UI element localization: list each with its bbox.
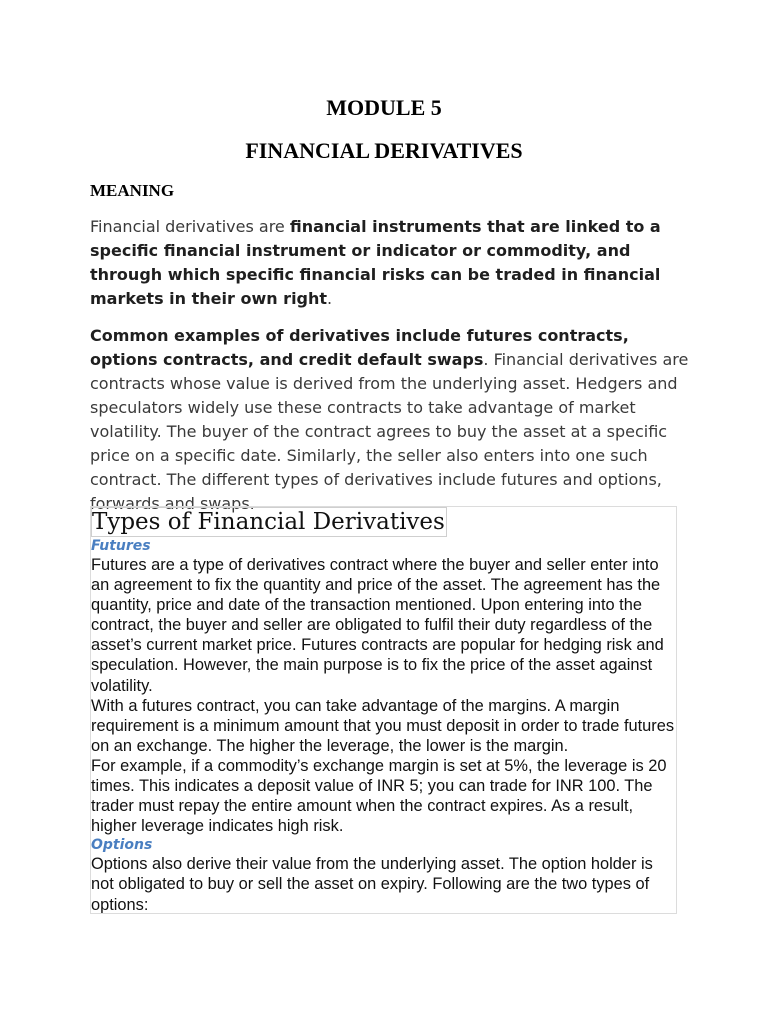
module-heading: MODULE 5: [326, 95, 442, 120]
options-heading: Options: [91, 837, 153, 854]
types-section: [90, 506, 677, 914]
document-title: FINANCIAL DERIVATIVES: [245, 138, 523, 163]
definition-tail: .: [327, 289, 333, 308]
definition-paragraph: [90, 215, 690, 311]
meaning-heading: MEANING: [90, 181, 175, 200]
examples-tail: . Financial derivatives are contracts whose value is derived from the underlying asset. Hedgers and speculators widely use these contracts to take advantage of market volatility. The buyer of the contract agrees to buy the asset at a specific price on a specific date. Similarly, the seller also enters into one such contract. The different types of derivatives include futures and options, forwards and swaps.: [90, 350, 689, 513]
leverage-paragraph: For example, if a commodity’s exchange margin is set at 5%, the leverage is 20 times. This indicates a deposit value of INR 5; you can trade for INR 100. The trader must repay the entire amount when the contract expires. As a result, higher leverage indicates high risk.: [91, 756, 667, 836]
examples-paragraph: [90, 324, 690, 516]
types-heading: Types of Financial Derivatives: [92, 509, 445, 535]
definition-bold: financial instruments that are linked to a specific financial instrument or indicator or commodity, and through which specific financial risks can be traded in financial markets in their own right: [90, 217, 661, 308]
options-paragraph: Options also derive their value from the underlying asset. The option holder is not obligated to buy or sell the asset on expiry. Following are the two types of options:: [91, 855, 653, 914]
examples-bold: Common examples of derivatives include futures contracts, options contracts, and credit default swaps: [90, 326, 629, 369]
margin-paragraph: With a futures contract, you can take advantage of the margins. A margin requirement is a minimum amount that you must deposit in order to trade futures on an exchange. The higher the leverage, the lower is the margin.: [91, 696, 675, 755]
futures-heading: Futures: [91, 538, 151, 554]
futures-paragraph: Futures are a type of derivatives contract where the buyer and seller enter into an agreement to fix the quantity and price of the asset. The agreement has the quantity, price and date of the transaction mentioned. Upon entering into the contract, the buyer and seller are obligated to fulfil their duty regardless of the asset’s current market price. Futures contracts are popular for hedging risk and speculation. However, the main purpose is to fix the price of the asset against volatility.: [91, 556, 664, 695]
definition-lead: Financial derivatives are: [90, 217, 290, 236]
